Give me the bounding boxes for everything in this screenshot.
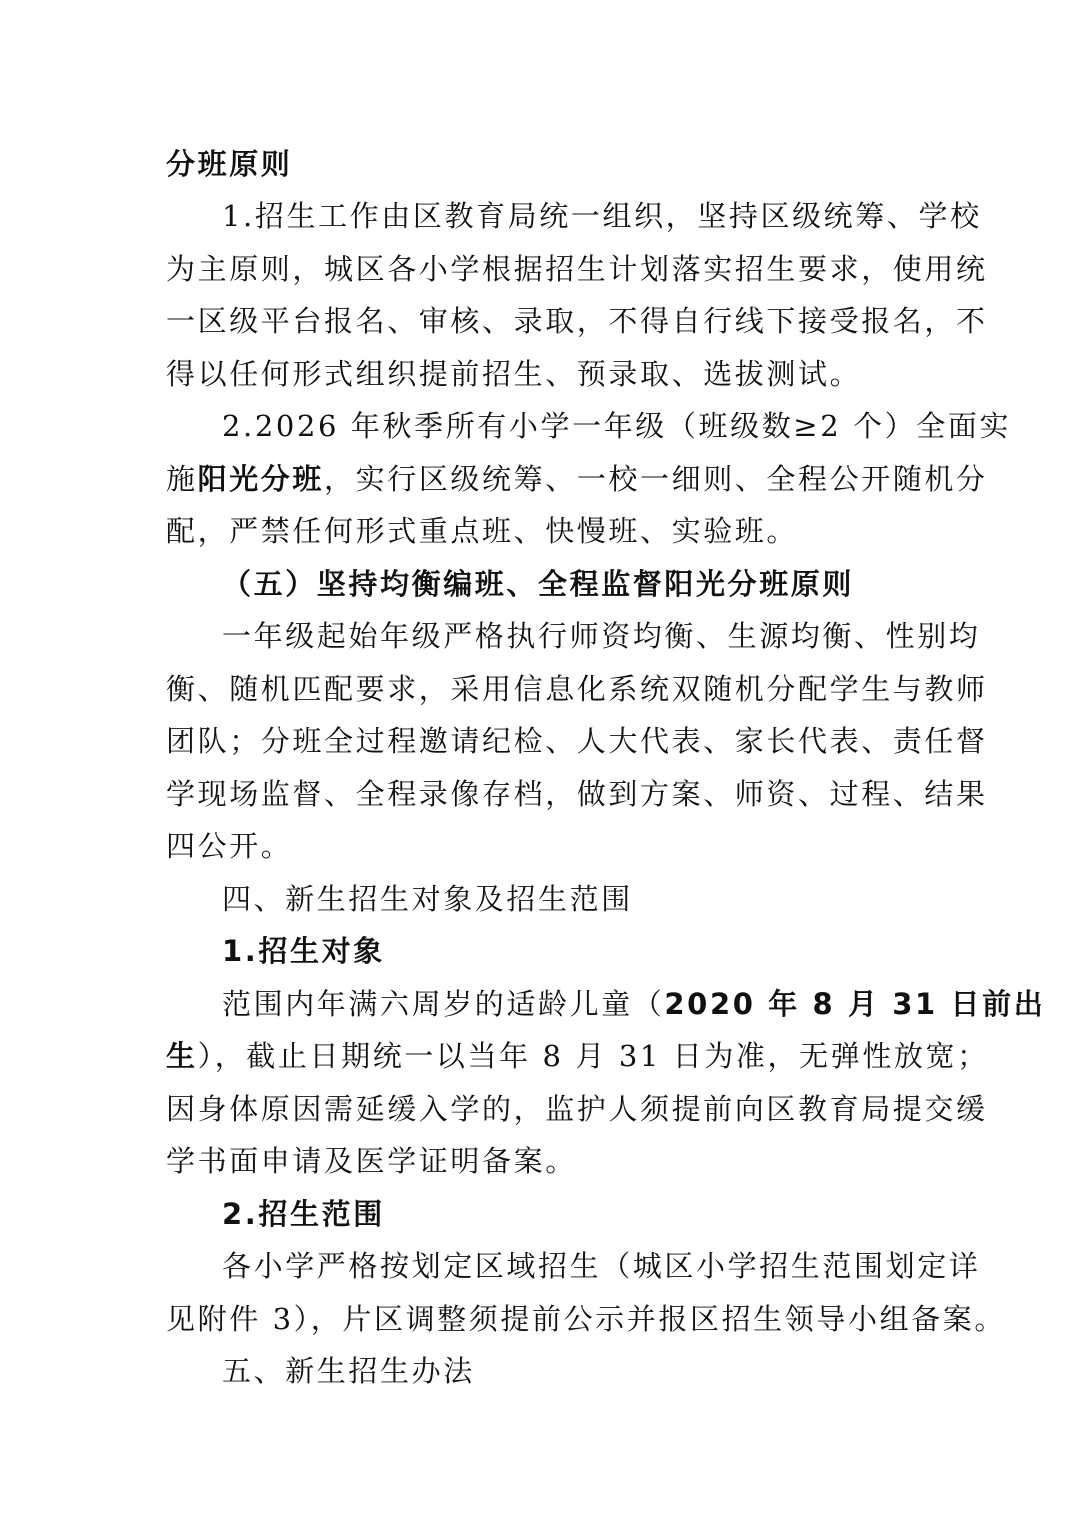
paragraph-line: 衡、随机匹配要求，采用信息化系统双随机分配学生与教师: [166, 672, 988, 706]
paragraph-line: 2.2026 年秋季所有小学一年级（班级数≥2 个）全面实: [222, 409, 1012, 443]
emphasis-text: 生: [166, 1039, 198, 1073]
paragraph-line: 各小学严格按划定区域招生（城区小学招生范围划定详: [222, 1249, 981, 1283]
text-span: 范围内年满六周岁的适龄儿童（: [222, 987, 665, 1021]
paragraph-line-mixed: [166, 459, 988, 499]
subsection-heading: （五）坚持均衡编班、全程监督阳光分班原则: [222, 567, 855, 601]
emphasis-text: 阳光分班: [197, 462, 325, 496]
paragraph-line: 团队；分班全过程邀请纪检、人大代表、家长代表、责任督: [166, 724, 988, 758]
paragraph-line: 1.招生工作由区教育局统一组织，坚持区级统筹、学校: [222, 199, 982, 233]
paragraph-line-mixed: [166, 1036, 989, 1076]
paragraph-line-mixed: [222, 984, 1046, 1024]
paragraph-line: 四公开。: [166, 829, 293, 863]
text-span: 施: [166, 462, 198, 496]
paragraph-line: 学现场监督、全程录像存档，做到方案、师资、过程、结果: [166, 777, 988, 811]
paragraph-line: 一区级平台报名、审核、录取，不得自行线下接受报名，不: [166, 304, 988, 338]
text-span: ），截止日期统一以当年 8 月 31 日为准，无弹性放宽；: [197, 1039, 989, 1073]
section-title-class-principle: 分班原则: [166, 147, 293, 181]
section-heading: 五、新生招生办法: [222, 1354, 475, 1388]
paragraph-line: 因身体原因需延缓入学的，监护人须提前向区教育局提交缓: [166, 1092, 988, 1126]
subsection-heading: 1.招生对象: [222, 934, 385, 968]
paragraph-line: 配，严禁任何形式重点班、快慢班、实验班。: [166, 514, 799, 548]
emphasis-text: 2020 年 8 月 31 日前出: [664, 987, 1046, 1021]
subsection-heading: 2.招生范围: [222, 1197, 385, 1231]
paragraph-line: 学书面申请及医学证明备案。: [166, 1144, 577, 1178]
paragraph-line: 一年级起始年级严格执行师资均衡、生源均衡、性别均: [222, 619, 981, 653]
paragraph-line: 见附件 3），片区调整须提前公示并报区招生领导小组备案。: [166, 1302, 1006, 1336]
paragraph-line: 为主原则，城区各小学根据招生计划落实招生要求，使用统: [166, 252, 988, 286]
section-heading: 四、新生招生对象及招生范围: [222, 882, 633, 916]
paragraph-line: 得以任何形式组织提前招生、预录取、选拔测试。: [166, 357, 862, 391]
text-span: ，实行区级统筹、一校一细则、全程公开随机分: [324, 462, 988, 496]
